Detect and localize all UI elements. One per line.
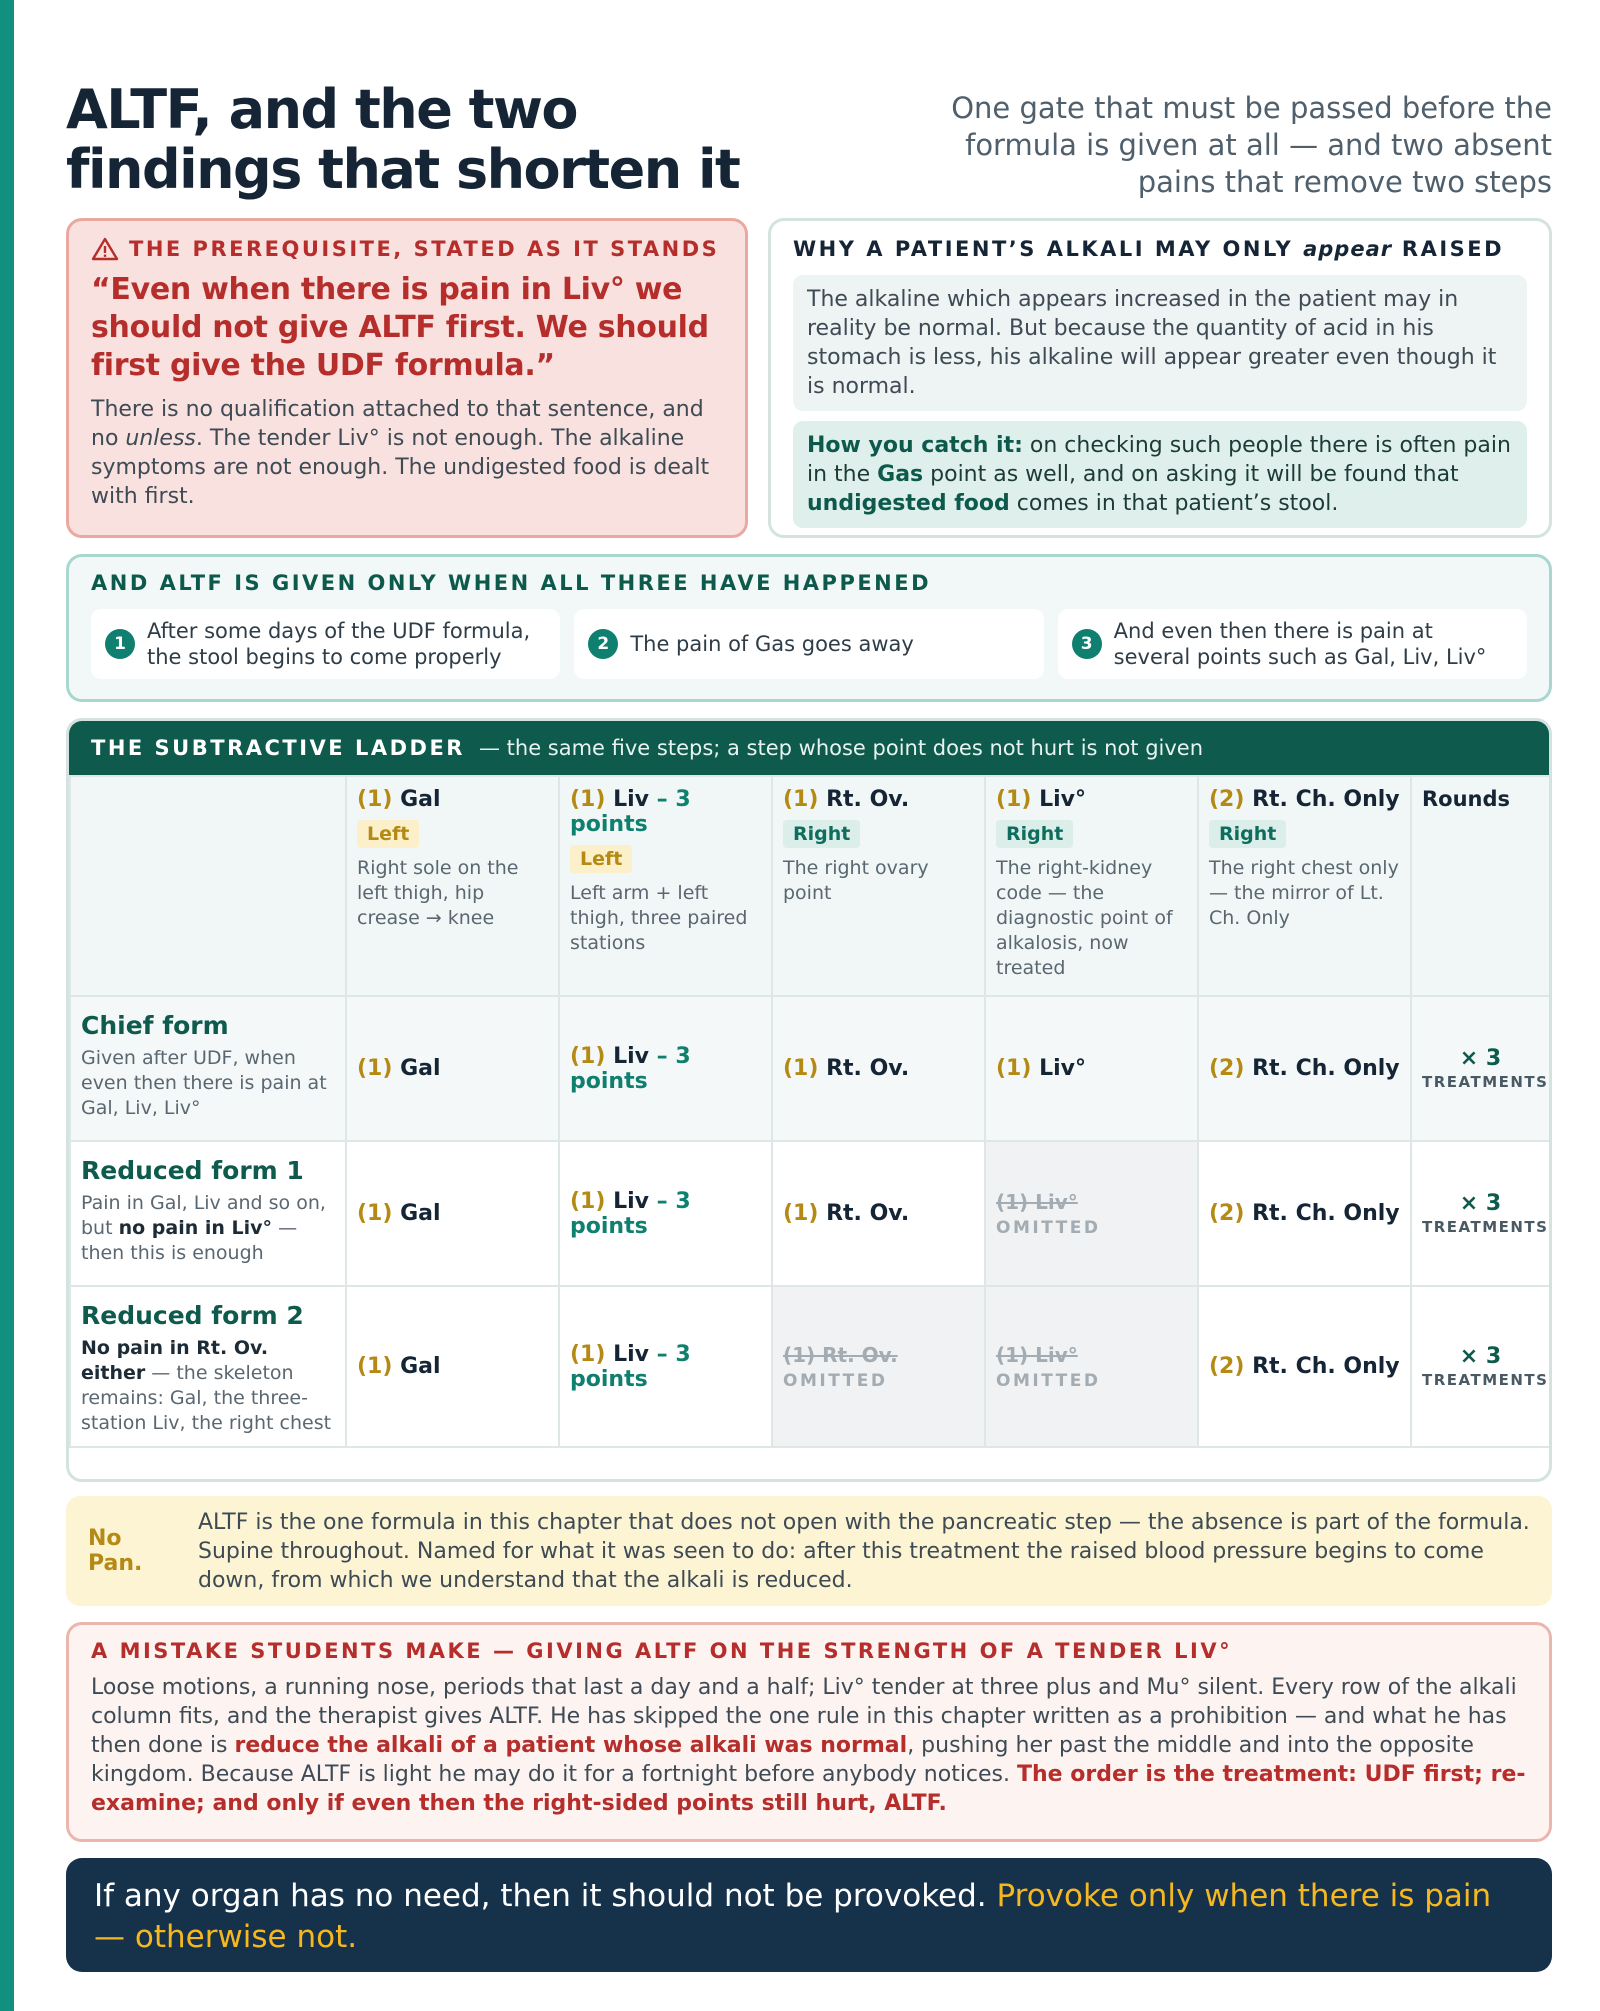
row-description: Given after UDF, when even then there is pain at Gal, Liv, Liv° — [81, 1047, 327, 1119]
row-label-cell — [70, 1286, 346, 1447]
column-description: The right ovary point — [783, 857, 929, 904]
column-number: (2) — [1209, 787, 1245, 812]
column-title — [570, 787, 761, 837]
step-value — [570, 1342, 761, 1392]
rounds-count: × 3 — [1459, 1344, 1502, 1369]
step-name: Liv — [613, 1043, 649, 1069]
step-name: Gal — [400, 1056, 441, 1081]
conditions-steps — [91, 609, 1527, 679]
step-cell — [346, 996, 559, 1141]
ladder-column-header — [559, 776, 772, 996]
why-explanation: The alkaline which appears increased in the patient may in reality be normal. But because the quantity of acid in his stomach is less, his alkaline will appear greater even though it is normal. — [793, 275, 1527, 411]
step-number: (2) — [1209, 1056, 1245, 1081]
step-cell — [346, 1286, 559, 1447]
step-value — [783, 1056, 974, 1081]
footer-banner — [66, 1858, 1552, 1972]
step-value — [570, 1189, 761, 1239]
row-description — [81, 1336, 335, 1436]
row-description-bold: no pain in Liv° — [118, 1217, 273, 1239]
column-name: Liv — [613, 787, 649, 812]
omitted-step-cell — [985, 1286, 1198, 1447]
step-number: (1) — [783, 1056, 819, 1081]
side-tag: Right — [1209, 820, 1286, 848]
step-cell — [1198, 996, 1411, 1141]
rounds-label: TREATMENTS — [1422, 1371, 1549, 1389]
why-eyebrow-part: RAISED — [1392, 237, 1505, 261]
why-eyebrow-part: WHY A PATIENT’S ALKALI MAY ONLY — [793, 237, 1304, 261]
column-number: (1) — [570, 787, 606, 812]
why-catch-part: on checking such people there is often pain in the — [807, 433, 1511, 487]
step-number: (1) — [357, 1354, 393, 1379]
column-title — [783, 787, 974, 812]
footer-highlight: Provoke only when there is pain — otherwise not. — [94, 1878, 1492, 1955]
step-value — [570, 1044, 761, 1094]
rounds-count: × 3 — [1459, 1046, 1502, 1071]
step-cell — [1198, 1286, 1411, 1447]
step-text: And even then there is pain at several points such as Gal, Liv, Liv° — [1113, 619, 1487, 669]
prerequisite-quote: “Even when there is pain in Liv° we should not give ALTF first. We should first give the UDF formula.” — [91, 272, 709, 383]
ladder-table-body — [70, 776, 1550, 1447]
why-eyebrow — [793, 237, 1527, 261]
ladder-row — [70, 1141, 1550, 1286]
step-number: (2) — [1209, 1201, 1245, 1226]
column-description: Right sole on the left thigh, hip crease → knee — [357, 857, 519, 929]
omitted-step: (1) Rt. Ov. — [783, 1342, 898, 1367]
step-number: (1) — [357, 1201, 393, 1226]
column-number: (1) — [996, 787, 1032, 812]
column-name: Liv° — [1039, 787, 1086, 812]
row-description-part: — the skeleton remains: Gal, the three-station Liv, the right chest — [81, 1362, 332, 1434]
page-header — [66, 80, 1552, 210]
column-name: Rt. Ch. Only — [1252, 787, 1400, 812]
mistake-body-highlight: reduce the alkali of a patient whose alkali was normal — [234, 1733, 908, 1758]
column-title — [1209, 787, 1400, 812]
footer-text: If any organ has no need, then it should not be provoked. — [94, 1878, 997, 1914]
column-description: The right chest only — the mirror of Lt. Ch. Only — [1209, 857, 1399, 929]
rounds-label: TREATMENTS — [1422, 1218, 1549, 1236]
mistake-body-part: , pushing her past the middle and into the opposite kingdom. Because ALTF is light he may do it for a fortnight before anybody notices. — [91, 1733, 1474, 1787]
step-cell — [559, 996, 772, 1141]
ladder-corner-cell — [70, 776, 346, 996]
row-label-cell — [70, 996, 346, 1141]
step-cell — [772, 996, 985, 1141]
step-name: Rt. Ch. Only — [1252, 1354, 1400, 1379]
column-number: (1) — [357, 787, 393, 812]
omitted-label: OMITTED — [996, 1217, 1101, 1238]
step-value — [783, 1201, 974, 1226]
no-pan-label: No Pan. — [88, 1526, 143, 1576]
ladder-column-header — [985, 776, 1198, 996]
step-number-badge: 2 — [588, 629, 618, 659]
step-number: (1) — [783, 1201, 819, 1226]
step-number: (1) — [570, 1188, 606, 1214]
step-name: Liv — [613, 1188, 649, 1214]
step-value — [1209, 1056, 1400, 1081]
step-cell — [559, 1141, 772, 1286]
prerequisite-card — [66, 218, 748, 538]
row-label-cell — [70, 1141, 346, 1286]
accent-bar — [0, 0, 14, 2011]
rounds-column-header: Rounds — [1411, 776, 1550, 996]
omitted-step: (1) Liv° — [996, 1189, 1078, 1214]
ladder-row — [70, 996, 1550, 1141]
ladder-table — [69, 775, 1551, 1448]
no-pan-note — [66, 1496, 1552, 1606]
why-catch-food: undigested food — [807, 491, 1010, 516]
column-name: Gal — [400, 787, 441, 812]
step-name: Liv° — [1039, 1056, 1086, 1081]
why-catch-part: comes in that patient’s stool. — [1009, 491, 1339, 516]
page-title: ALTF, and the two findings that shorten it — [66, 78, 740, 201]
ladder-column-header — [772, 776, 985, 996]
step-name: Rt. Ch. Only — [1252, 1056, 1400, 1081]
row-description-part: — then this is enough — [81, 1217, 298, 1264]
step-value — [1209, 1201, 1400, 1226]
ladder-row — [70, 1286, 1550, 1447]
column-name: Rt. Ov. — [826, 787, 910, 812]
side-tag: Right — [783, 820, 860, 848]
column-title — [357, 787, 548, 812]
rounds-count: × 3 — [1459, 1191, 1502, 1216]
step-number: (1) — [570, 1043, 606, 1069]
why-eyebrow-emphasis: appear — [1303, 237, 1393, 261]
step-cell — [1198, 1141, 1411, 1286]
step-name: Gal — [400, 1201, 441, 1226]
column-points: – 3 points — [570, 787, 691, 837]
column-title — [996, 787, 1187, 812]
rounds-cell — [1411, 1286, 1550, 1447]
row-description-bold: No pain in Rt. Ov. either — [81, 1337, 269, 1384]
step-name: Liv — [613, 1341, 649, 1367]
prerequisite-eyebrow — [91, 237, 723, 261]
step-number: (1) — [357, 1056, 393, 1081]
subtractive-ladder — [66, 718, 1552, 1482]
ladder-header-row — [70, 776, 1550, 996]
step-name: Rt. Ov. — [826, 1201, 910, 1226]
omitted-step-cell — [985, 1141, 1198, 1286]
why-catch-tip — [793, 421, 1527, 528]
warning-icon — [91, 237, 119, 261]
mistake-body-highlight: The order is the treatment: UDF first; re-examine; and only if even then the right-sided points still hurt, ALTF. — [91, 1762, 1526, 1816]
rounds-label: TREATMENTS — [1422, 1073, 1549, 1091]
column-description: The right-kidney code — the diagnostic point of alkalosis, now treated — [996, 857, 1173, 979]
step-value — [996, 1056, 1187, 1081]
row-description — [81, 1191, 335, 1266]
mistake-body-part: Loose motions, a running nose, periods that last a day and a half; Liv° tender at three plus and Mu° silent. Every row of the alkali column fits, and the therapist gives ALTF. He has skipped the one rule in this chapter written as a prohibition — and what he has then done is — [91, 1675, 1517, 1758]
side-tag: Left — [357, 820, 419, 848]
row-title: Reduced form 2 — [81, 1301, 304, 1330]
mistake-eyebrow: A MISTAKE STUDENTS MAKE — GIVING ALTF ON THE STRENGTH OF A TENDER LIV° — [91, 1639, 1233, 1663]
prerequisite-body — [91, 395, 723, 511]
step-value — [1209, 1354, 1400, 1379]
step-value — [357, 1354, 548, 1379]
page-subtitle: One gate that must be passed before the formula is given at all — and two absent pains that remove two steps — [951, 91, 1552, 199]
ladder-header — [69, 721, 1549, 775]
prerequisite-body-part: There is no qualification attached to that sentence, and no — [91, 397, 704, 451]
mistake-card — [66, 1622, 1552, 1842]
step-points: – 3 points — [570, 1188, 691, 1239]
row-title: Chief form — [81, 1011, 229, 1040]
step-cell — [559, 1286, 772, 1447]
ladder-column-header — [1198, 776, 1411, 996]
step-number-badge: 1 — [105, 629, 135, 659]
ladder-column-header — [346, 776, 559, 996]
no-pan-text: ALTF is the one formula in this chapter that does not open with the pancreatic step — the absence is part of the formula. Supine throughout. Named for what it was seen to do: after this treatment the raised blood pressure begins to come down, from which we understand that the alkali is reduced. — [198, 1509, 1530, 1593]
why-catch-lead: How you catch it: — [807, 433, 1023, 458]
prerequisite-body-part: . The tender Liv° is not enough. The alkaline symptoms are not enough. The undigested food is dealt with first. — [91, 426, 710, 509]
side-tag: Right — [996, 820, 1073, 848]
ladder-eyebrow: THE SUBTRACTIVE LADDER — [91, 736, 465, 760]
omitted-step-cell — [772, 1286, 985, 1447]
rounds-cell — [1411, 1141, 1550, 1286]
step-value — [357, 1201, 548, 1226]
step-cell — [346, 1141, 559, 1286]
why-catch-part: point as well, and on asking it will be found that — [923, 462, 1459, 487]
conditions-eyebrow: AND ALTF IS GIVEN ONLY WHEN ALL THREE HAVE HAPPENED — [91, 571, 932, 595]
mistake-body — [91, 1673, 1527, 1818]
omitted-label: OMITTED — [996, 1370, 1101, 1391]
step-number: (1) — [570, 1341, 606, 1367]
step-text: After some days of the UDF formula, the stool begins to come properly — [147, 619, 531, 669]
condition-step — [1058, 609, 1527, 679]
column-number: (1) — [783, 787, 819, 812]
row-title: Reduced form 1 — [81, 1156, 304, 1185]
step-text: The pain of Gas goes away — [630, 632, 914, 656]
omitted-label: OMITTED — [783, 1370, 888, 1391]
column-description: Left arm + left thigh, three paired stations — [570, 882, 748, 954]
step-points: – 3 points — [570, 1341, 691, 1392]
conditions-card — [66, 554, 1552, 702]
condition-step — [574, 609, 1043, 679]
row-description-part: Pain in Gal, Liv and so on, but — [81, 1192, 326, 1239]
step-number: (2) — [1209, 1354, 1245, 1379]
why-catch-gas: Gas — [877, 462, 924, 487]
step-name: Gal — [400, 1354, 441, 1379]
step-value — [357, 1056, 548, 1081]
step-number-badge: 3 — [1072, 629, 1102, 659]
step-name: Rt. Ov. — [826, 1056, 910, 1081]
rounds-cell — [1411, 996, 1550, 1141]
step-number: (1) — [996, 1056, 1032, 1081]
omitted-step: (1) Liv° — [996, 1342, 1078, 1367]
condition-step — [91, 609, 560, 679]
prerequisite-eyebrow-text: THE PREREQUISITE, STATED AS IT STANDS — [129, 237, 720, 261]
prerequisite-body-emphasis: unless — [125, 426, 196, 451]
step-cell — [772, 1141, 985, 1286]
step-points: – 3 points — [570, 1043, 691, 1094]
step-cell — [985, 996, 1198, 1141]
why-card — [768, 218, 1552, 538]
side-tag: Left — [570, 845, 632, 873]
ladder-subtitle: — the same five steps; a step whose point does not hurt is not given — [478, 736, 1204, 760]
step-name: Rt. Ch. Only — [1252, 1201, 1400, 1226]
